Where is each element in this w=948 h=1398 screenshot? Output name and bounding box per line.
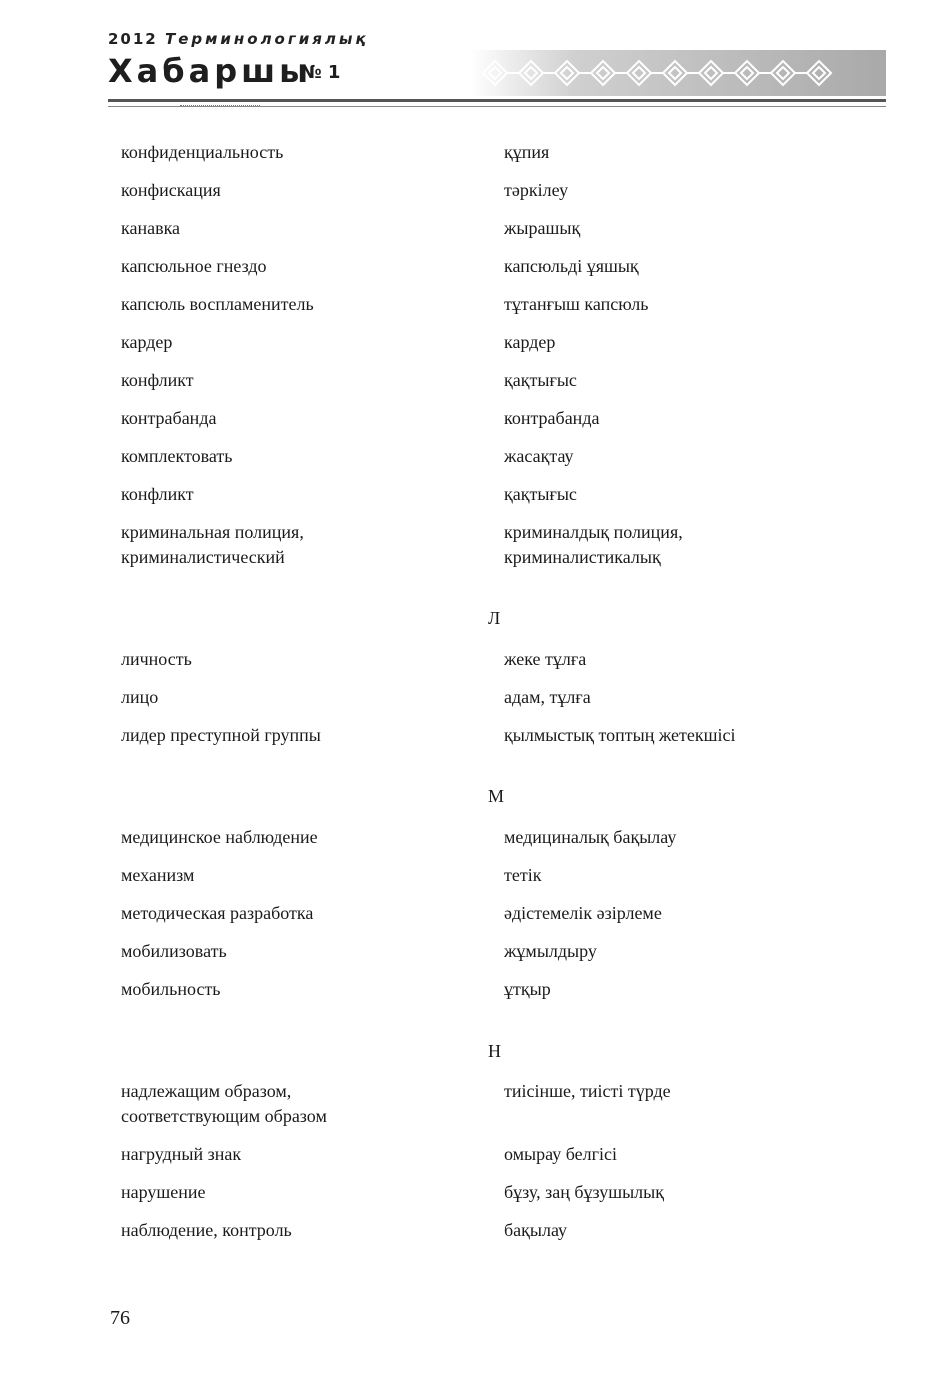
term-kz: медициналық бақылау bbox=[504, 827, 677, 847]
term-ru: наблюдение, контроль bbox=[121, 1220, 292, 1240]
journal-title: Хабаршы bbox=[108, 52, 313, 90]
journal-issue: № 1 bbox=[300, 62, 341, 83]
page-number: 76 bbox=[110, 1307, 130, 1329]
term-kz: ұтқыр bbox=[504, 979, 551, 999]
section-letter: Л bbox=[488, 608, 501, 628]
term-kz: кардер bbox=[504, 332, 556, 352]
term-ru: конфликт bbox=[121, 484, 194, 504]
term-kz: бұзу, заң бұзушылық bbox=[504, 1182, 664, 1202]
term-kz: тәркілеу bbox=[504, 180, 569, 200]
term-ru: медицинское наблюдение bbox=[121, 827, 318, 847]
term-ru: лидер преступной группы bbox=[121, 725, 321, 745]
term-kz-line1: криминалдық полиция, bbox=[504, 522, 683, 542]
term-kz: адам, тұлға bbox=[504, 687, 591, 707]
term-ru: конфиденциальность bbox=[121, 142, 284, 162]
term-kz-line2: криминалистикалық bbox=[504, 547, 661, 567]
term-kz: жеке тұлға bbox=[504, 649, 587, 669]
term-kz: жұмылдыру bbox=[504, 941, 597, 961]
journal-year: 2012 bbox=[108, 30, 158, 48]
term-ru: кардер bbox=[121, 332, 173, 352]
term-kz: тұтанғыш капсюль bbox=[504, 294, 649, 314]
term-ru-line2: соответствующим образом bbox=[121, 1106, 327, 1126]
term-ru: методическая разработка bbox=[121, 903, 314, 923]
term-kz bbox=[504, 520, 884, 570]
term-kz: омырау белгісі bbox=[504, 1144, 617, 1164]
journal-year-line bbox=[108, 30, 369, 48]
term-kz: контрабанда bbox=[504, 408, 600, 428]
term-ru-line2: криминалистический bbox=[121, 547, 285, 567]
term-kz: құпия bbox=[504, 142, 550, 162]
term-kz: қақтығыс bbox=[504, 484, 577, 504]
term-kz: қақтығыс bbox=[504, 370, 577, 390]
term-ru-line1: надлежащим образом, bbox=[121, 1081, 292, 1101]
term-ru: мобилизовать bbox=[121, 941, 227, 961]
term-ru bbox=[121, 520, 461, 570]
term-ru: нарушение bbox=[121, 1182, 206, 1202]
section-letter: Н bbox=[488, 1041, 501, 1061]
term-ru: механизм bbox=[121, 865, 195, 885]
term-ru: капсюльное гнездо bbox=[121, 256, 267, 276]
term-ru: конфликт bbox=[121, 370, 194, 390]
header-rule-thin bbox=[108, 106, 886, 107]
term-ru: конфискация bbox=[121, 180, 221, 200]
header-dotted-mark bbox=[180, 101, 260, 106]
ornament-icon bbox=[478, 56, 838, 90]
term-kz: әдістемелік әзірлеме bbox=[504, 903, 662, 923]
term-kz: тетік bbox=[504, 865, 542, 885]
term-ru: мобильность bbox=[121, 979, 221, 999]
term-kz: капсюльді ұяшық bbox=[504, 256, 639, 276]
term-kz: тиісінше, тиісті түрде bbox=[504, 1081, 671, 1101]
term-ru: контрабанда bbox=[121, 408, 217, 428]
term-kz: қылмыстық топтың жетекшісі bbox=[504, 725, 736, 745]
term-ru: комплектовать bbox=[121, 446, 233, 466]
term-ru: личность bbox=[121, 649, 192, 669]
journal-series: Терминологиялық bbox=[164, 30, 369, 48]
term-ru: лицо bbox=[121, 687, 159, 707]
term-ru: капсюль воспламенитель bbox=[121, 294, 314, 314]
term-ru: канавка bbox=[121, 218, 181, 238]
section-letter: М bbox=[488, 786, 505, 806]
term-kz: жырашық bbox=[504, 218, 581, 238]
term-kz: жасақтау bbox=[504, 446, 574, 466]
term-ru-line1: криминальная полиция, bbox=[121, 522, 304, 542]
term-ru: нагрудный знак bbox=[121, 1144, 242, 1164]
term-ru bbox=[121, 1079, 461, 1129]
term-kz: бақылау bbox=[504, 1220, 568, 1240]
